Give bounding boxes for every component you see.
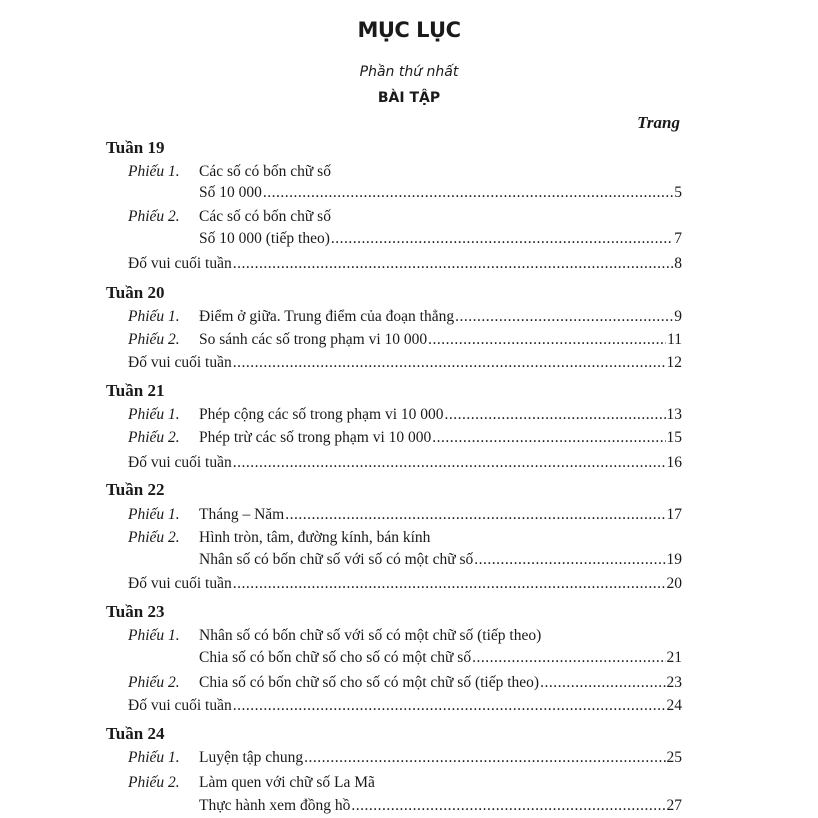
dot-leader (233, 697, 666, 715)
toc-entry[interactable] (128, 308, 682, 326)
entry-label: Phiếu 2. (128, 529, 180, 546)
page-number: 9 (674, 308, 682, 325)
entry-label: Phiếu 1. (128, 506, 180, 523)
entry-title: Thực hành xem đồng hồ (199, 797, 351, 814)
entry-title: Luyện tập chung (199, 749, 304, 766)
toc-entry[interactable] (128, 749, 682, 767)
toc-entry[interactable] (128, 208, 682, 226)
page-number: 15 (666, 429, 682, 446)
page-number: 8 (674, 255, 682, 272)
toc-entry[interactable] (128, 454, 682, 472)
entry-title: Số 10 000 (tiếp theo) (199, 230, 330, 247)
section-heading: BÀI TẬP (377, 90, 441, 106)
dot-leader (331, 230, 673, 248)
dot-leader (474, 551, 665, 569)
entry-title: Phép cộng các số trong phạm vi 10 000 (199, 406, 444, 423)
toc-entry[interactable] (128, 255, 682, 273)
entry-title: Chia số có bốn chữ số cho số có một chữ số (tiếp theo) (199, 674, 540, 691)
entry-label: Phiếu 2. (128, 429, 180, 446)
toc-entry[interactable] (128, 406, 682, 424)
entry-label: Phiếu 1. (128, 163, 180, 180)
toc-entry[interactable] (128, 797, 682, 815)
entry-title: Phép trừ các số trong phạm vi 10 000 (199, 429, 432, 446)
entry-label: Phiếu 2. (128, 674, 180, 691)
dot-leader (304, 749, 665, 767)
dot-leader (472, 649, 665, 667)
toc-entry[interactable] (128, 506, 682, 524)
page-number: 27 (666, 797, 682, 814)
entry-label: Phiếu 1. (128, 749, 180, 766)
page-number: 25 (666, 749, 682, 766)
page-number: 21 (666, 649, 682, 666)
toc-entry[interactable] (128, 184, 682, 202)
entry-title: Chia số có bốn chữ số cho số có một chữ số (199, 649, 472, 666)
dot-leader (351, 797, 665, 815)
entry-title: Đố vui cuối tuần (128, 697, 232, 714)
dot-leader (233, 575, 666, 593)
entry-label: Phiếu 2. (128, 208, 180, 225)
toc-entry[interactable] (128, 551, 682, 569)
entry-title: Nhân số có bốn chữ số với số có một chữ số (tiếp theo) (199, 627, 542, 644)
entry-title: Các số có bốn chữ số (199, 208, 331, 225)
entry-title: Đố vui cuối tuần (128, 575, 232, 592)
entry-title: Nhân số có bốn chữ số với số có một chữ số (199, 551, 474, 568)
page-number: 12 (666, 354, 682, 371)
week-heading: Tuần 24 (106, 724, 165, 743)
entry-title: Tháng – Năm (199, 506, 285, 523)
entry-title: Đố vui cuối tuần (128, 454, 232, 471)
toc-entry[interactable] (128, 575, 682, 593)
page-number: 23 (666, 674, 682, 691)
page-number: 11 (667, 331, 682, 348)
dot-leader (233, 354, 666, 372)
entry-title: Hình tròn, tâm, đường kính, bán kính (199, 529, 431, 546)
page-number: 20 (666, 575, 682, 592)
toc-entry[interactable] (128, 627, 682, 645)
toc-entry[interactable] (128, 230, 682, 248)
dot-leader (428, 331, 666, 349)
page-number: 5 (674, 184, 682, 201)
entry-label: Phiếu 2. (128, 331, 180, 348)
entry-label: Phiếu 1. (128, 308, 180, 325)
toc-entry[interactable] (128, 674, 682, 692)
entry-title: Các số có bốn chữ số (199, 163, 331, 180)
entry-title: So sánh các số trong phạm vi 10 000 (199, 331, 428, 348)
entry-title: Đố vui cuối tuần (128, 354, 232, 371)
dot-leader (263, 184, 673, 202)
page-title: MỤC LỤC (357, 18, 461, 42)
page-number: 7 (674, 230, 682, 247)
dot-leader (233, 454, 666, 472)
week-heading: Tuần 19 (106, 138, 165, 157)
toc-entry[interactable] (128, 163, 682, 181)
entry-label: Phiếu 1. (128, 627, 180, 644)
dot-leader (285, 506, 665, 524)
toc-entry[interactable] (128, 354, 682, 372)
week-heading: Tuần 20 (106, 283, 165, 302)
dot-leader (233, 255, 674, 273)
week-heading: Tuần 21 (106, 381, 165, 400)
page-column-label: Trang (637, 113, 680, 132)
dot-leader (445, 406, 666, 424)
page-number: 17 (666, 506, 682, 523)
entry-title: Điểm ở giữa. Trung điểm của đoạn thẳng (199, 308, 455, 325)
toc-entry[interactable] (128, 429, 682, 447)
dot-leader (432, 429, 665, 447)
entry-label: Phiếu 1. (128, 406, 180, 423)
toc-entry[interactable] (128, 649, 682, 667)
entry-title: Đố vui cuối tuần (128, 255, 232, 272)
toc-entry[interactable] (128, 529, 682, 547)
part-heading: Phần thứ nhất (359, 64, 459, 80)
page-number: 16 (666, 454, 682, 471)
dot-leader (540, 674, 665, 692)
entry-title: Làm quen với chữ số La Mã (199, 774, 375, 791)
toc-entry[interactable] (128, 331, 682, 349)
dot-leader (455, 308, 673, 326)
week-heading: Tuần 23 (106, 602, 165, 621)
toc-entry[interactable] (128, 697, 682, 715)
entry-title: Số 10 000 (199, 184, 262, 201)
week-heading: Tuần 22 (106, 480, 165, 499)
page-number: 24 (666, 697, 682, 714)
toc-entry[interactable] (128, 774, 682, 792)
page-number: 13 (666, 406, 682, 423)
entry-label: Phiếu 2. (128, 774, 180, 791)
page-number: 19 (666, 551, 682, 568)
